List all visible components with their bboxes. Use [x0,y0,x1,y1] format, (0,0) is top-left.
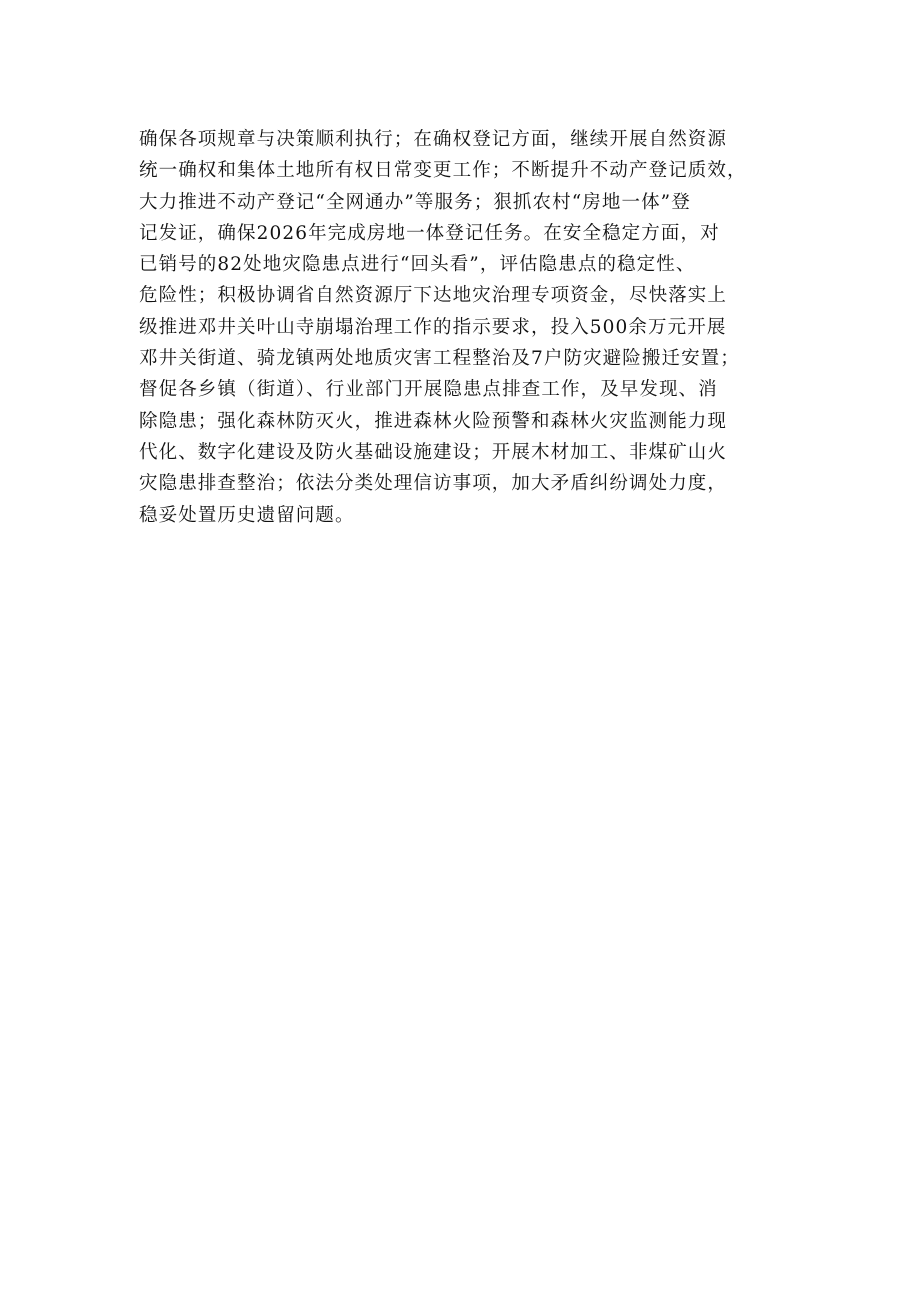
paragraph-line: 稳妥处置历史遗留问题。 [139,504,355,526]
paragraph-line: 除隐患；强化森林防灭火，推进森林火险预警和森林火灾监测能力现 [139,410,728,432]
paragraph-line: 危险性；积极协调省自然资源厅下达地灾治理专项资金，尽快落实上 [139,285,728,307]
paragraph-line: 督促各乡镇（街道）、行业部门开展隐患点排查工作，及早发现、消 [139,379,718,401]
paragraph-line: 已销号的82处地灾隐患点进行“回头看”，评估隐患点的稳定性、 [139,254,696,276]
paragraph-line: 代化、数字化建设及防火基础设施建设；开展木材加工、非煤矿山火 [139,441,728,463]
paragraph-line: 确保各项规章与决策顺利执行；在确权登记方面，继续开展自然资源 [139,129,728,150]
paragraph-line: 级推进邓井关叶山寺崩塌治理工作的指示要求，投入500余万元开展 [139,316,727,338]
paragraph-line: 统一确权和集体土地所有权日常变更工作；不断提升不动产登记质效， [139,160,747,182]
paragraph-line: 邓井关街道、骑龙镇两处地质灾害工程整治及7户防灾避险搬迁安置； [139,348,740,370]
body-paragraph [139,124,799,531]
paragraph-line: 记发证，确保2026年完成房地一体登记任务。在安全稳定方面，对 [139,222,720,244]
paragraph-line: 灾隐患排查整治；依法分类处理信访事项，加大矛盾纠纷调处力度， [139,473,728,495]
paragraph-line: 大力推进不动产登记“全网通办”等服务；狠抓农村“房地一体”登 [139,191,691,213]
